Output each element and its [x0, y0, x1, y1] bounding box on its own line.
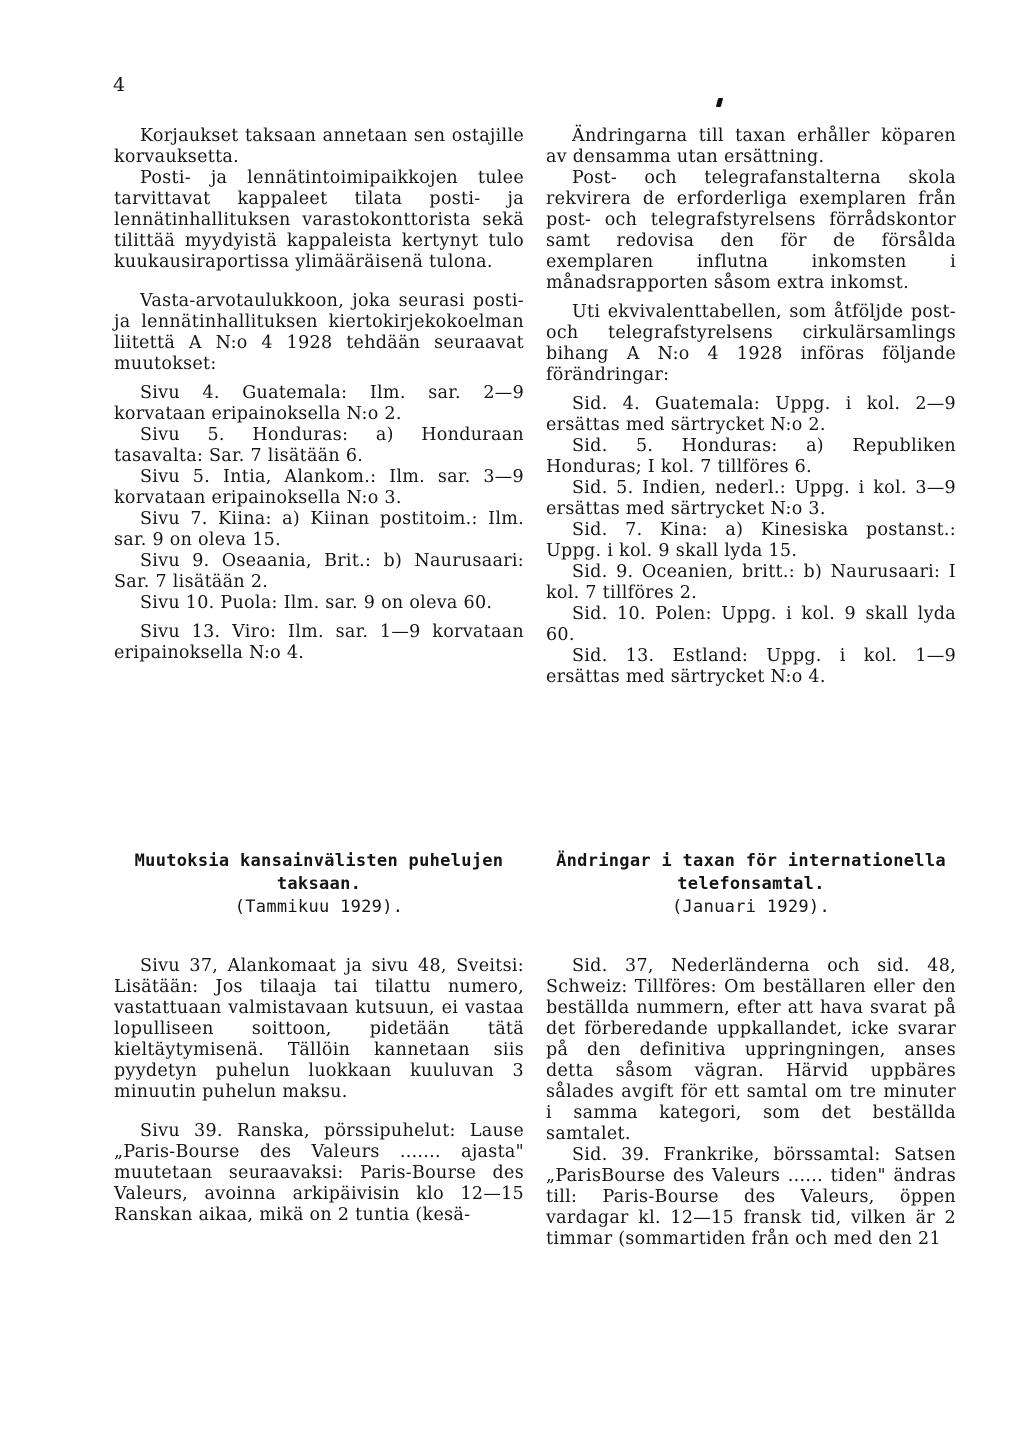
swedish-paragraph-ordering: Post- och telegrafanstalterna skola rekvirera de erforderliga exemplaren från post- och telegrafstyrelsens förrådskontor samt redovisa den för de försålda exemplaren influtna inkomsten i månadsrapporten såsom extra inkomst. [546, 168, 956, 293]
swedish-section-heading [546, 850, 956, 919]
finnish-correction-item: Sivu 5. Intia, Alankom.: Ilm. sar. 3—9 korvataan eripainoksella N:o 3. [114, 467, 524, 508]
swedish-paragraph-netherlands-switzerland: Sid. 37, Nederländerna och sid. 48, Schweiz: Tillföres: Om beställaren eller den beställda nummern, efter att hava svarat på det förberedande uppkallandet, icke svarar på den definitiva uppringningen, anses detta såsom vägran. Härvid uppbäres sålades avgift för ett samtal om tre minuter i samma kategori, som det beställda samtalet. [546, 956, 956, 1144]
swedish-paragraph-corrections-free: Ändringarna till taxan erhåller köparen av densamma utan ersättning. [546, 126, 956, 167]
swedish-correction-item: Sid. 7. Kina: a) Kinesiska postanst.: Uppg. i kol. 9 skall lyda 15. [546, 520, 956, 561]
finnish-heading-date: (Tammikuu 1929). [234, 897, 404, 917]
finnish-column-bottom [114, 956, 524, 1226]
finnish-paragraph-ordering: Posti- ja lennätintoimipaikkojen tulee tarvittavat kappaleet tilata posti- ja lennätinhallituksen varastokonttorista sekä tilittää myydyistä kappaleista kertynyt tulo kuukausiraportissa ylimääräisenä tulona. [114, 168, 524, 272]
finnish-column-top [114, 126, 524, 664]
swedish-paragraph-intro: Uti ekvivalenttabellen, som åtföljde post- och telegrafstyrelsens cirkulärsamlings bihang A N:o 4 1928 införas följande förändringar: [546, 302, 956, 385]
finnish-paragraph-france: Sivu 39. Ranska, pörssipuhelut: Lause „Paris-Bourse des Valeurs ....... ajasta" muutetaan seuraavaksi: Paris-Bourse des Valeurs, avoinna arkipäivisin klo 12—15 Ranskan aikaa, mikä on 2 tuntia (kesä- [114, 1121, 524, 1225]
swedish-correction-item: Sid. 5. Indien, nederl.: Uppg. i kol. 3—9 ersättas med särtrycket N:o 3. [546, 478, 956, 519]
swedish-correction-item: Sid. 13. Estland: Uppg. i kol. 1—9 ersättas med särtrycket N:o 4. [546, 646, 956, 687]
swedish-correction-item: Sid. 9. Oceanien, britt.: b) Naurusaari: I kol. 7 tillföres 2. [546, 562, 956, 603]
finnish-section-heading [114, 850, 524, 919]
swedish-correction-item: Sid. 5. Honduras: a) Republiken Honduras; I kol. 7 tillföres 6. [546, 436, 956, 477]
finnish-heading-title: Muutoksia kansainvälisten puhelujen taksaan. [134, 851, 504, 894]
finnish-correction-item: Sivu 9. Oseaania, Brit.: b) Naurusaari: Sar. 7 lisätään 2. [114, 551, 524, 592]
finnish-paragraph-netherlands-switzerland: Sivu 37, Alankomaat ja sivu 48, Sveitsi: Lisätään: Jos tilaaja tai tilattu numero, vastattuaan valmistavaan kutsuun, ei vastaa lopulliseen soittoon, pidetään tätä kieltäytymisenä. Tällöin kannetaan siis pyydetyn puhelun luokkaan kuuluvan 3 minuutin puhelun maksu. [114, 956, 524, 1102]
finnish-correction-item: Sivu 10. Puola: Ilm. sar. 9 on oleva 60. [140, 593, 493, 613]
swedish-column-bottom [546, 956, 956, 1250]
finnish-correction-item: Sivu 7. Kiina: a) Kiinan postitoim.: Ilm. sar. 9 on oleva 15. [114, 509, 524, 550]
finnish-paragraph-intro: Vasta-arvotaulukkoon, joka seurasi posti- ja lennätinhallituksen kiertokirjekokoelman liitettä A N:o 4 1928 tehdään seuraavat muutokset: [114, 291, 524, 374]
swedish-heading-date: (Januari 1929). [671, 897, 831, 917]
print-speck [716, 98, 723, 107]
page-number: 4 [113, 74, 126, 96]
finnish-correction-item: Sivu 5. Honduras: a) Honduraan tasavalta: Sar. 7 lisätään 6. [114, 425, 524, 466]
finnish-correction-item: Sivu 13. Viro: Ilm. sar. 1—9 korvataan eripainoksella N:o 4. [114, 622, 524, 663]
swedish-column-top [546, 126, 956, 688]
swedish-heading-title: Ändringar i taxan för internationella telefonsamtal. [556, 851, 946, 894]
finnish-paragraph-corrections-free: Korjaukset taksaan annetaan sen ostajille korvauksetta. [114, 126, 524, 167]
swedish-correction-item: Sid. 4. Guatemala: Uppg. i kol. 2—9 ersättas med särtrycket N:o 2. [546, 394, 956, 435]
swedish-correction-item: Sid. 10. Polen: Uppg. i kol. 9 skall lyda 60. [546, 604, 956, 645]
finnish-correction-item: Sivu 4. Guatemala: Ilm. sar. 2—9 korvataan eripainoksella N:o 2. [114, 383, 524, 424]
swedish-paragraph-france: Sid. 39. Frankrike, börssamtal: Satsen „ParisBourse des Valeurs ...... tiden" ändras till: Paris-Bourse des Valeurs, öppen vardagar kl. 12—15 fransk tid, vilken är 2 timmar (sommartiden från och med den 21 [546, 1145, 956, 1249]
